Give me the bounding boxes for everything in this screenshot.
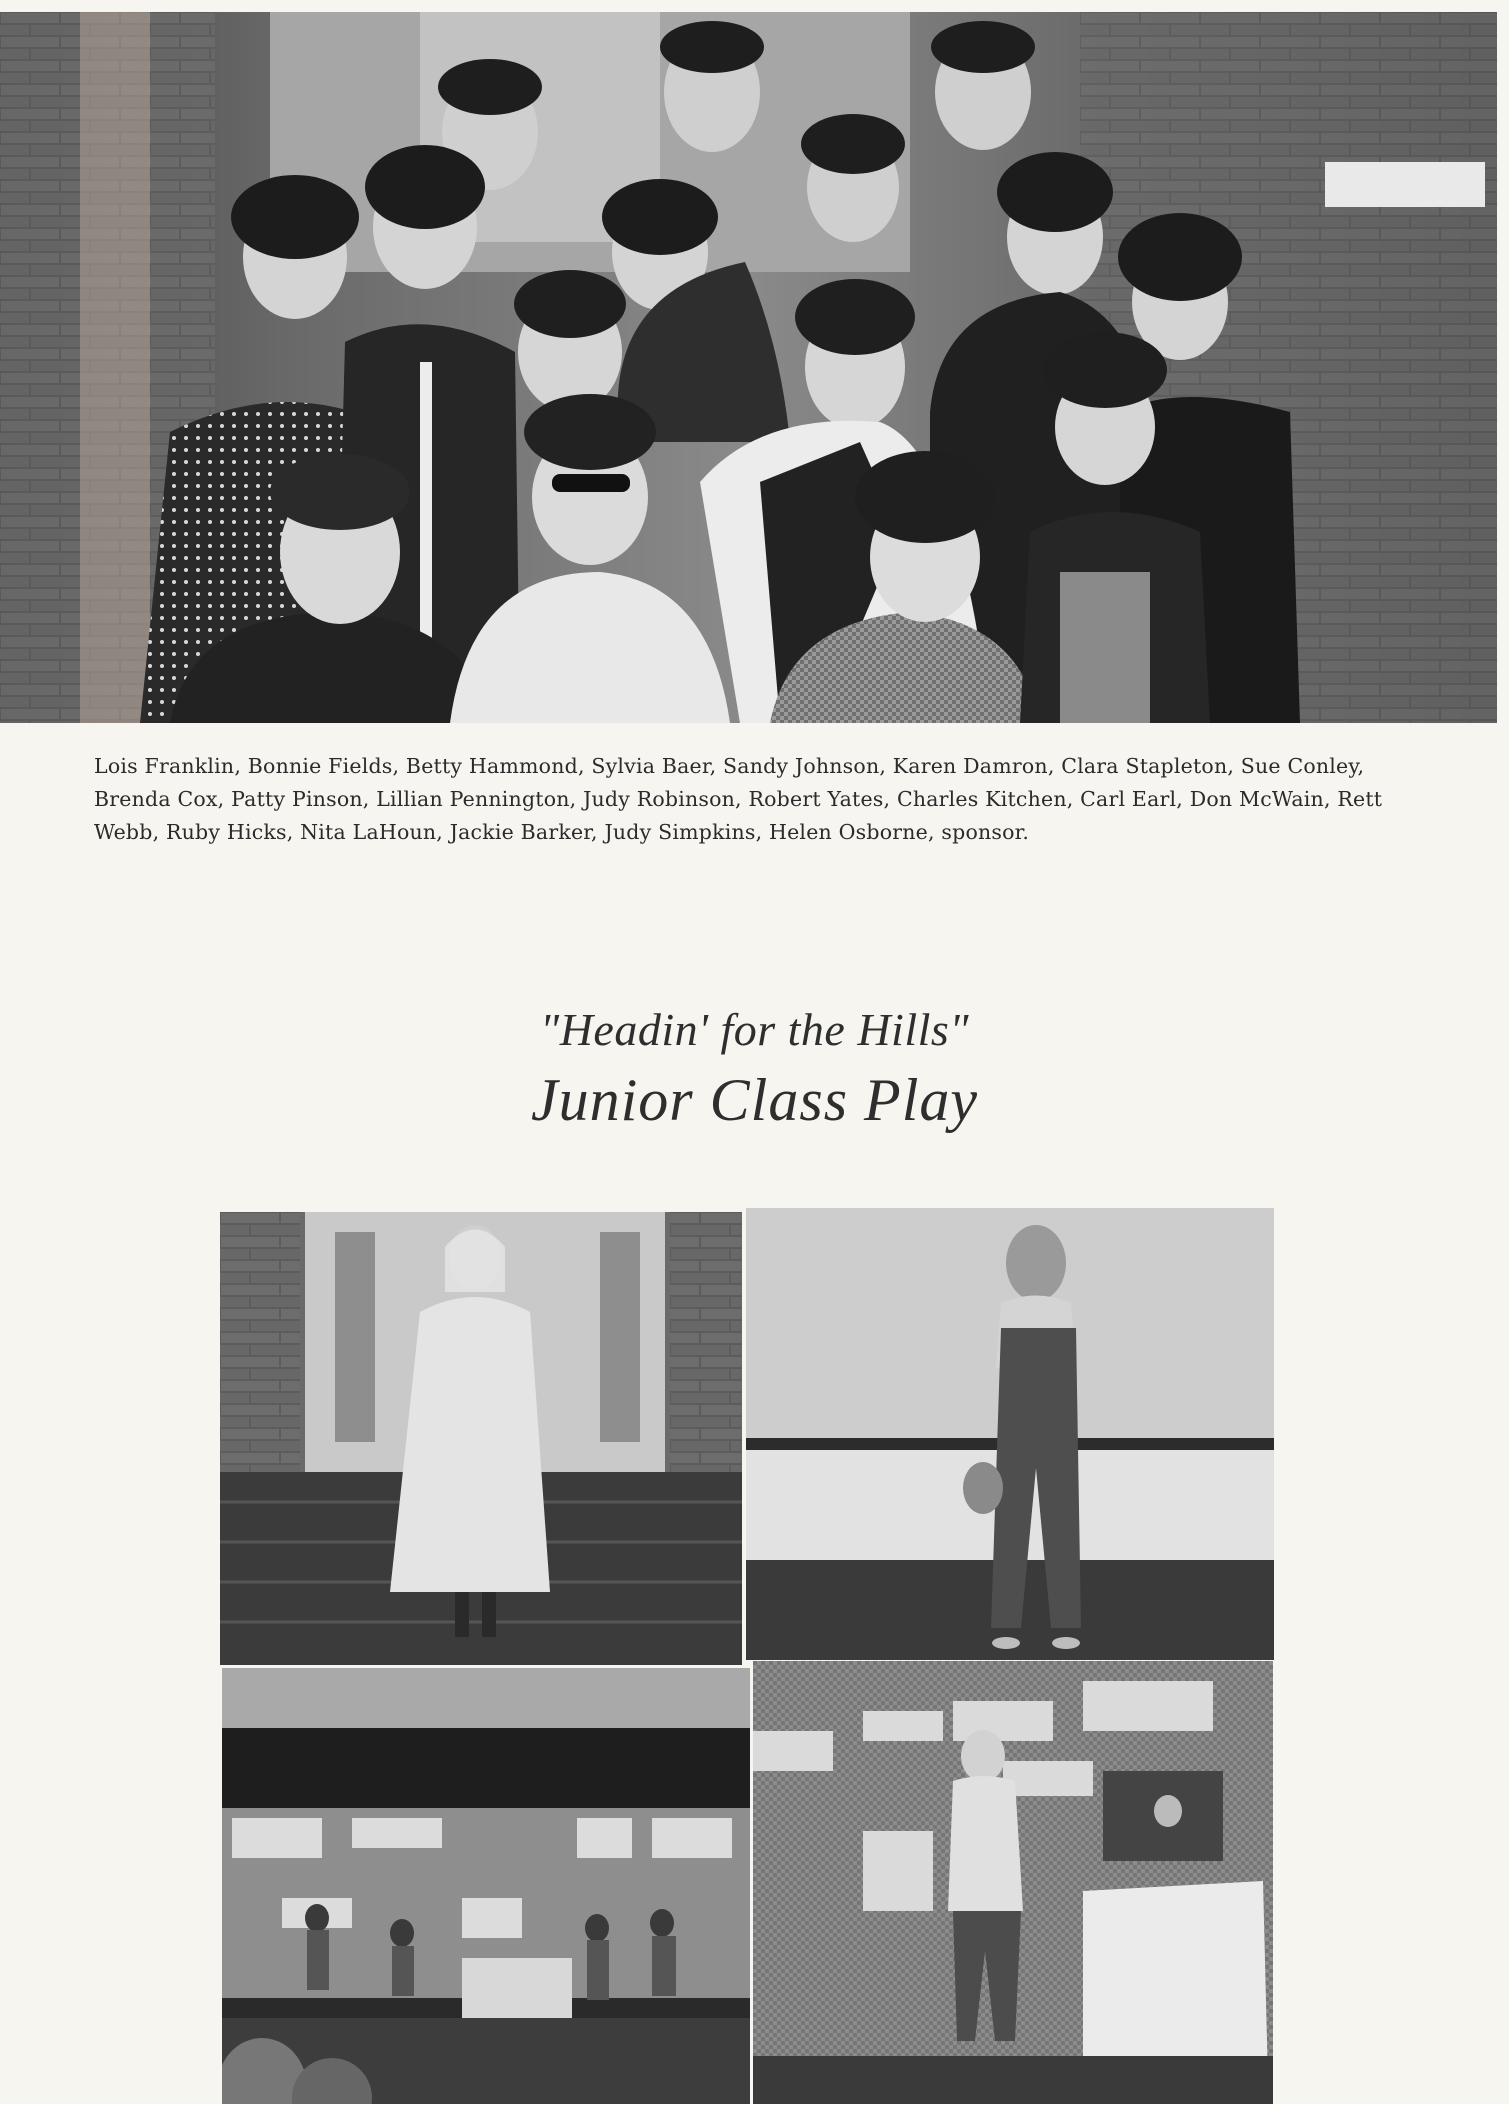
scene-photo-overalls-figure: [746, 1208, 1274, 1660]
play-subtitle: "Headin' for the Hills": [539, 1004, 970, 1055]
scene-photo-store-counter: [753, 1661, 1273, 2104]
scene-photo-stage-wide: [222, 1668, 750, 2104]
play-title: Junior Class Play: [531, 1067, 978, 1133]
scene-photo-woman-at-door: [220, 1212, 742, 1665]
group-photo-caption: Lois Franklin, Bonnie Fields, Betty Hammond, Sylvia Baer, Sandy Johnson, Karen Damron, Clara Stapleton, Sue Conley, Brenda Cox, Patty Pinson, Lillian Pennington, Judy Robinson, Robert Yates, Charles Kitchen, Carl Earl, Don McWain, Rett Webb, Ruby Hicks, Nita LaHoun, Jackie Barker, Judy Simpkins, Helen Osborne, sponsor.: [94, 754, 1383, 844]
group-photo: [0, 12, 1497, 723]
